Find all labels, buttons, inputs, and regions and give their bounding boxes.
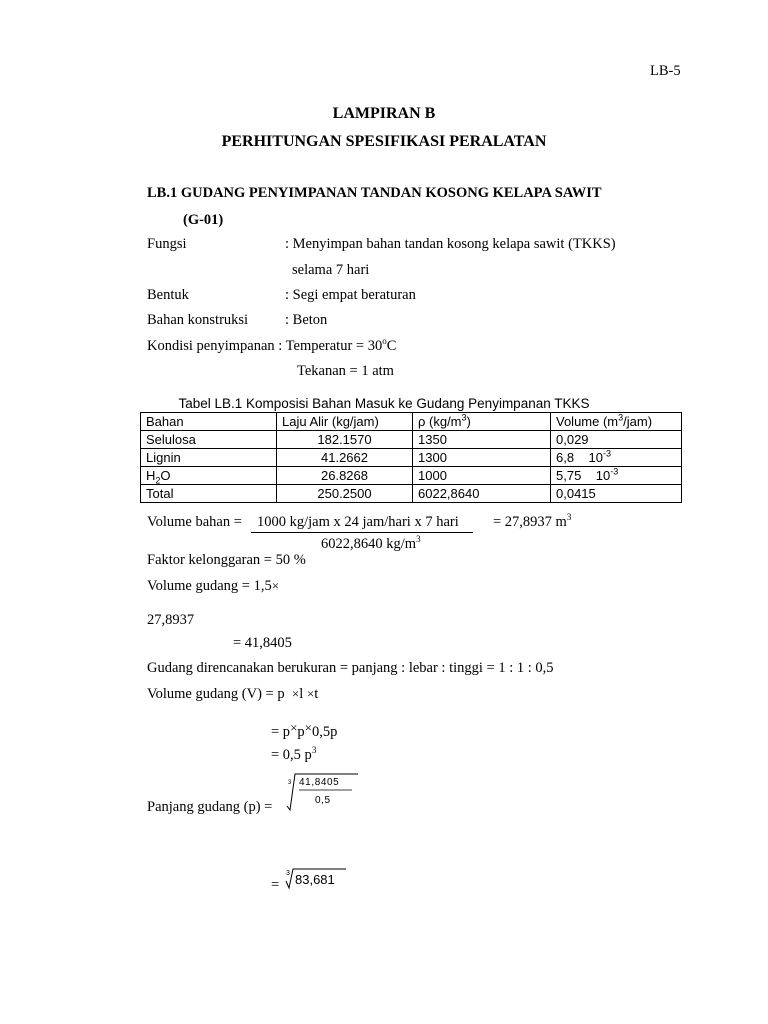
cell-bahan: Selulosa	[141, 431, 277, 449]
times-icon: ×	[291, 686, 300, 701]
cell-volume: 5,75 $10^{-3}$	[551, 467, 682, 485]
panjang-label: Panjang gudang (p) =	[147, 799, 273, 815]
appendix-subtitle: PERHITUNGAN SPESIFIKASI PERALATAN	[221, 133, 547, 150]
cell-volume: 0,029	[551, 431, 682, 449]
appendix-title: LAMPIRAN B	[332, 105, 436, 122]
root-index: 3	[288, 780, 292, 786]
tekanan-line: Tekanan = 1 atm	[297, 363, 394, 379]
section-title: LB.1 GUDANG PENYIMPANAN TANDAN KOSONG KELAPA SAWIT	[147, 185, 602, 201]
cell-bahan: Total	[141, 485, 277, 503]
section-code: (G-01)	[183, 212, 224, 228]
volume-formula: Volume gudang (V) = p ×l ×t	[147, 686, 319, 702]
cube-root-value	[284, 867, 350, 891]
times-icon: ×	[290, 720, 298, 735]
bahan-value: : Beton	[285, 312, 328, 328]
header-bahan: Bahan	[141, 413, 277, 431]
vol-gudang-value: 27,8937	[147, 612, 195, 628]
cube-root-fraction	[284, 770, 360, 816]
volume-eq2: = 0,5 $p^3$	[271, 745, 317, 763]
cell-rho: 1000	[413, 467, 551, 485]
fungsi-value-cont: selama 7 hari	[292, 262, 370, 278]
cell-bahan: $H_2O$	[141, 467, 277, 485]
faktor-kelonggaran: Faktor kelonggaran = 50 %	[147, 552, 306, 568]
fungsi-value: : Menyimpan bahan tandan kosong kelapa sawit (TKKS)	[285, 236, 616, 252]
vol-gudang-result: = 41,8405	[233, 635, 292, 651]
header-volume: Volume $(m^3/jam)$	[551, 413, 682, 431]
cell-rho: 6022,8640	[413, 485, 551, 503]
table-caption: Tabel LB.1 Komposisi Bahan Masuk ke Gudang Penyimpanan TKKS	[178, 396, 590, 411]
cell-rho: 1350	[413, 431, 551, 449]
bahan-label: Bahan konstruksi	[147, 312, 249, 328]
cell-volume: 0,0415	[551, 485, 682, 503]
root-index: 3	[286, 870, 290, 877]
cell-laju: 41.2662	[277, 449, 413, 467]
root-numerator: 41,8405	[299, 777, 340, 788]
header-laju: Laju Alir (kg/jam)	[277, 413, 413, 431]
times-icon: ×	[304, 720, 312, 735]
vol-bahan-denominator: 6022,8640 $kg/m^3$	[321, 534, 421, 552]
root-denominator: 0,5	[315, 795, 331, 806]
vol-bahan-numerator: 1000 kg/jam x 24 jam/hari x 7 hari	[257, 514, 459, 530]
table-row-total	[141, 485, 682, 503]
table-row	[141, 467, 682, 485]
ratio-line: Gudang direncanakan berukuran = panjang : lebar : tinggi = 1 : 1 : 0,5	[147, 660, 554, 676]
table-header-row	[141, 413, 682, 431]
vol-bahan-result: = 27,8937 $m^3$	[493, 512, 572, 530]
kondisi-line: Kondisi penyimpanan : Temperatur = $30^oC$	[147, 336, 397, 354]
cell-rho: 1300	[413, 449, 551, 467]
bentuk-label: Bentuk	[147, 287, 189, 303]
bentuk-value: : Segi empat beraturan	[285, 287, 416, 303]
times-icon: ×	[271, 578, 280, 593]
vol-gudang-label: Volume gudang = 1,5×	[147, 578, 280, 594]
times-icon: ×	[306, 686, 315, 701]
cell-laju: 182.1570	[277, 431, 413, 449]
table-row	[141, 449, 682, 467]
table-row	[141, 431, 682, 449]
cell-volume: 6,8 $10^{-3}$	[551, 449, 682, 467]
vol-bahan-label: Volume bahan =	[147, 514, 242, 530]
header-rho: ρ $(kg/m^3)$	[413, 413, 551, 431]
page-number: LB-5	[650, 63, 681, 79]
cell-bahan: Lignin	[141, 449, 277, 467]
cell-laju: 26.8268	[277, 467, 413, 485]
fraction-line	[251, 532, 473, 533]
eq3-sign: =	[271, 877, 280, 893]
fungsi-label: Fungsi	[147, 236, 187, 252]
cell-laju: 250.2500	[277, 485, 413, 503]
root-value: 83,681	[295, 872, 335, 887]
volume-eq1: = p×p×0,5p	[271, 720, 338, 740]
composition-table	[140, 412, 682, 503]
